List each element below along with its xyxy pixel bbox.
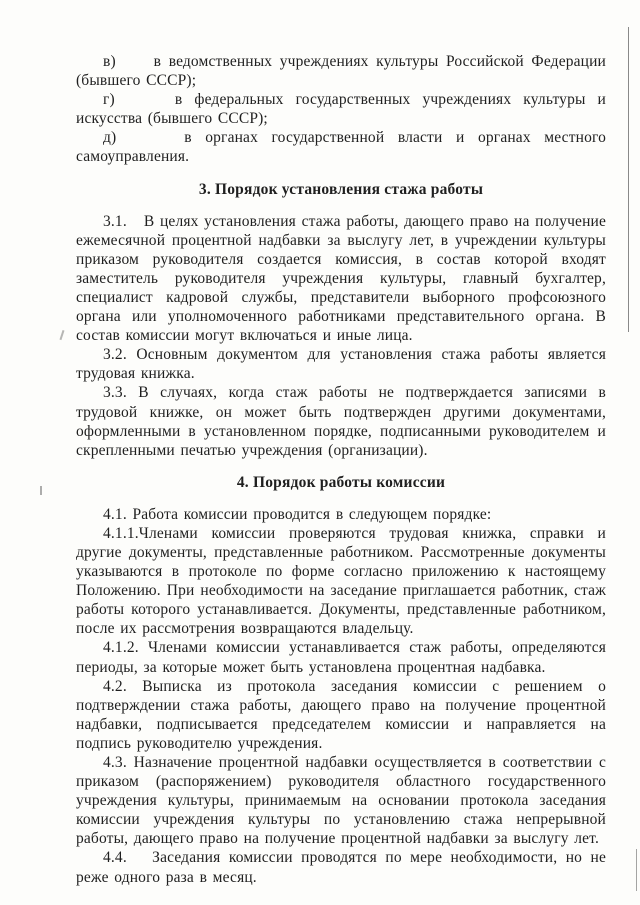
scan-artifact-left-slash bbox=[59, 330, 64, 340]
paragraph-3-2: 3.2. Основным документом для установления стажа работы является трудовая книжка. bbox=[76, 346, 606, 383]
section-4-heading: 4. Порядок работы комиссии bbox=[236, 473, 446, 491]
paragraph-3-1: 3.1. В целях установления стажа работы, дающего право на получение ежемесячной процентной надбавки за выслугу лет, в учреждении культуры приказом руководителя создается комиссия, в состав которой входят заместитель руководителя учреждения культуры, главный бухгалтер, специалист кадровой службы, представители выборного профсоюзного органа или уполномоченного работниками представительного органа. В состав комиссии могут включаться и иные лица. bbox=[76, 212, 606, 345]
paragraph-4-2: 4.2. Выписка из протокола заседания комиссии с решением о подтверждении стажа работы, дающего право на получение процентной надбавки, подписывается председателем комиссии и направляется на подпись руководителю учреждения. bbox=[76, 677, 606, 752]
paragraph-3-3: 3.3. В случаях, когда стаж работы не подтверждается записями в трудовой книжке, он может быть подтвержден другими документами, оформленными в установленном порядке, подписанными руководителем и скрепленными печатью учреждения (организации). bbox=[76, 384, 606, 459]
scan-artifact-right-line bbox=[628, 27, 630, 332]
document-body bbox=[76, 52, 606, 887]
paragraph-4-3: 4.3. Назначение процентной надбавки осуществляется в соответствии с приказом (распоряжением) руководителя областного государственного учреждения культуры, принимаемым на основании протокола заседания комиссии учреждения культуры по установлению стажа непрерывной работы, дающего право на получение процентной надбавки за выслугу лет. bbox=[76, 754, 606, 848]
scan-artifact-left-mark bbox=[40, 486, 42, 495]
list-item-g: г) в федеральных государственных учреждениях культуры и искусства (бывшего СССР); bbox=[76, 91, 606, 128]
paragraph-4-1: 4.1. Работа комиссии проводится в следующем порядке: bbox=[103, 505, 492, 523]
section-3-heading: 3. Порядок установления стажа работы bbox=[198, 180, 484, 198]
list-item-v: в) в ведомственных учреждениях культуры Российской Федерации (бывшего СССР); bbox=[76, 53, 606, 90]
paragraph-4-4: 4.4. Заседания комиссии проводятся по мере необходимости, но не реже одного раза в месяц. bbox=[76, 849, 606, 886]
paragraph-4-1-1: 4.1.1.Членами комиссии проверяются трудовая книжка, справки и другие документы, представленные работником. Рассмотренные документы указываются в протоколе по форме согласно приложению к настоящему Положению. При необходимости на заседание приглашается работник, стаж работы которого устанавливается. Документы, представленные работником, после их рассмотрения возвращаются владельцу. bbox=[76, 524, 606, 638]
scan-artifact-corner-line bbox=[636, 849, 637, 891]
list-item-d: д) в органах государственной власти и органах местного самоуправления. bbox=[76, 129, 606, 166]
paragraph-4-1-2: 4.1.2. Членами комиссии устанавливается стаж работы, определяются периоды, за которые может быть установлена процентная надбавка. bbox=[76, 639, 606, 676]
